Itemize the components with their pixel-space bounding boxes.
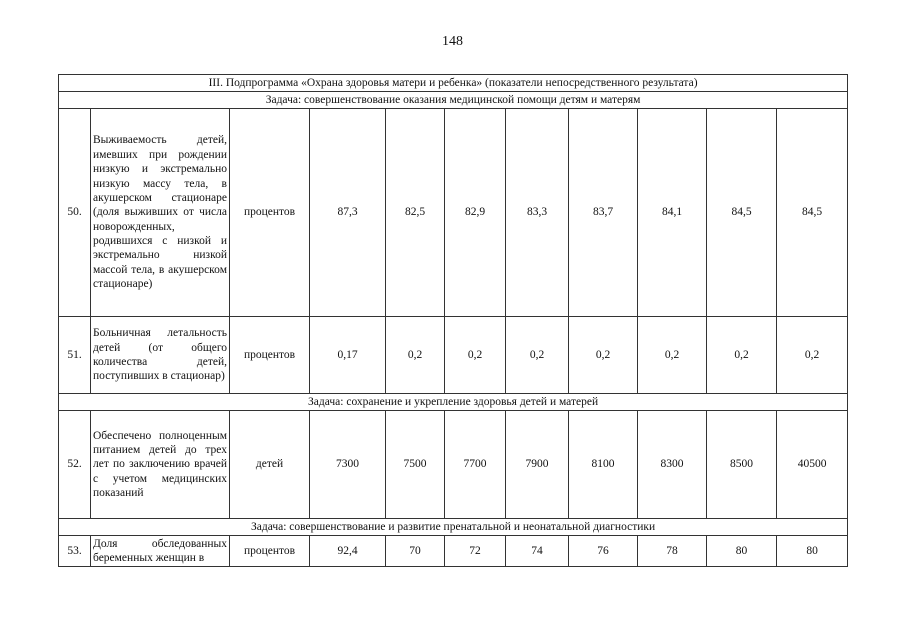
value-cell: 92,4 (310, 536, 386, 567)
value-cell: 7900 (506, 411, 569, 519)
table-row (59, 317, 848, 394)
task-title: Задача: совершенствование оказания медицинской помощи детям и матерям (59, 92, 848, 109)
value-cell: 0,2 (445, 317, 506, 394)
value-cell: 82,9 (445, 109, 506, 317)
task-row (59, 92, 848, 109)
value-cell: 74 (506, 536, 569, 567)
page-number: 148 (442, 34, 463, 49)
task-title: Задача: совершенствование и развитие пренатальной и неонатальной диагностики (59, 519, 848, 536)
row-number: 52. (59, 411, 91, 519)
value-cell: 7300 (310, 411, 386, 519)
value-cell: 0,2 (386, 317, 445, 394)
value-cell: 83,7 (569, 109, 638, 317)
row-number: 50. (59, 109, 91, 317)
table-row (59, 536, 848, 567)
unit-cell: процентов (230, 536, 310, 567)
value-cell: 0,2 (777, 317, 848, 394)
value-cell: 84,5 (707, 109, 777, 317)
table-row (59, 109, 848, 317)
section-header-row (59, 75, 848, 92)
indicator-name: Доля обследованных беременных женщин в (91, 536, 230, 567)
value-cell: 0,2 (638, 317, 707, 394)
value-cell: 7500 (386, 411, 445, 519)
row-number: 51. (59, 317, 91, 394)
value-cell: 8500 (707, 411, 777, 519)
value-cell: 7700 (445, 411, 506, 519)
indicator-name: Обеспечено полноценным питанием детей до трех лет по заключению врачей с учетом медицинских показаний (91, 411, 230, 519)
value-cell: 87,3 (310, 109, 386, 317)
value-cell: 72 (445, 536, 506, 567)
indicator-name: Выживаемость детей, имевших при рождении низкую и экстремально низкую массу тела, в акушерском стационаре (доля выживших от числа новорожденных, родившихся с низкой и экстремально низкой массой тела, в акушерском стационаре) (91, 109, 230, 317)
unit-cell: процентов (230, 317, 310, 394)
value-cell: 84,5 (777, 109, 848, 317)
task-row (59, 519, 848, 536)
value-cell: 0,2 (707, 317, 777, 394)
indicator-name: Больничная летальность детей (от общего количества детей, поступивших в стационар) (91, 317, 230, 394)
unit-cell: процентов (230, 109, 310, 317)
value-cell: 40500 (777, 411, 848, 519)
row-number: 53. (59, 536, 91, 567)
section-title: III. Подпрограмма «Охрана здоровья матери и ребенка» (показатели непосредственного результата) (59, 75, 848, 92)
value-cell: 83,3 (506, 109, 569, 317)
value-cell: 82,5 (386, 109, 445, 317)
value-cell: 80 (777, 536, 848, 567)
value-cell: 0,2 (569, 317, 638, 394)
value-cell: 70 (386, 536, 445, 567)
value-cell: 0,17 (310, 317, 386, 394)
task-title: Задача: сохранение и укрепление здоровья детей и матерей (59, 394, 848, 411)
value-cell: 8300 (638, 411, 707, 519)
unit-cell: детей (230, 411, 310, 519)
task-row (59, 394, 848, 411)
value-cell: 80 (707, 536, 777, 567)
value-cell: 78 (638, 536, 707, 567)
value-cell: 8100 (569, 411, 638, 519)
value-cell: 84,1 (638, 109, 707, 317)
indicators-table (58, 74, 848, 567)
table-row (59, 411, 848, 519)
value-cell: 76 (569, 536, 638, 567)
value-cell: 0,2 (506, 317, 569, 394)
